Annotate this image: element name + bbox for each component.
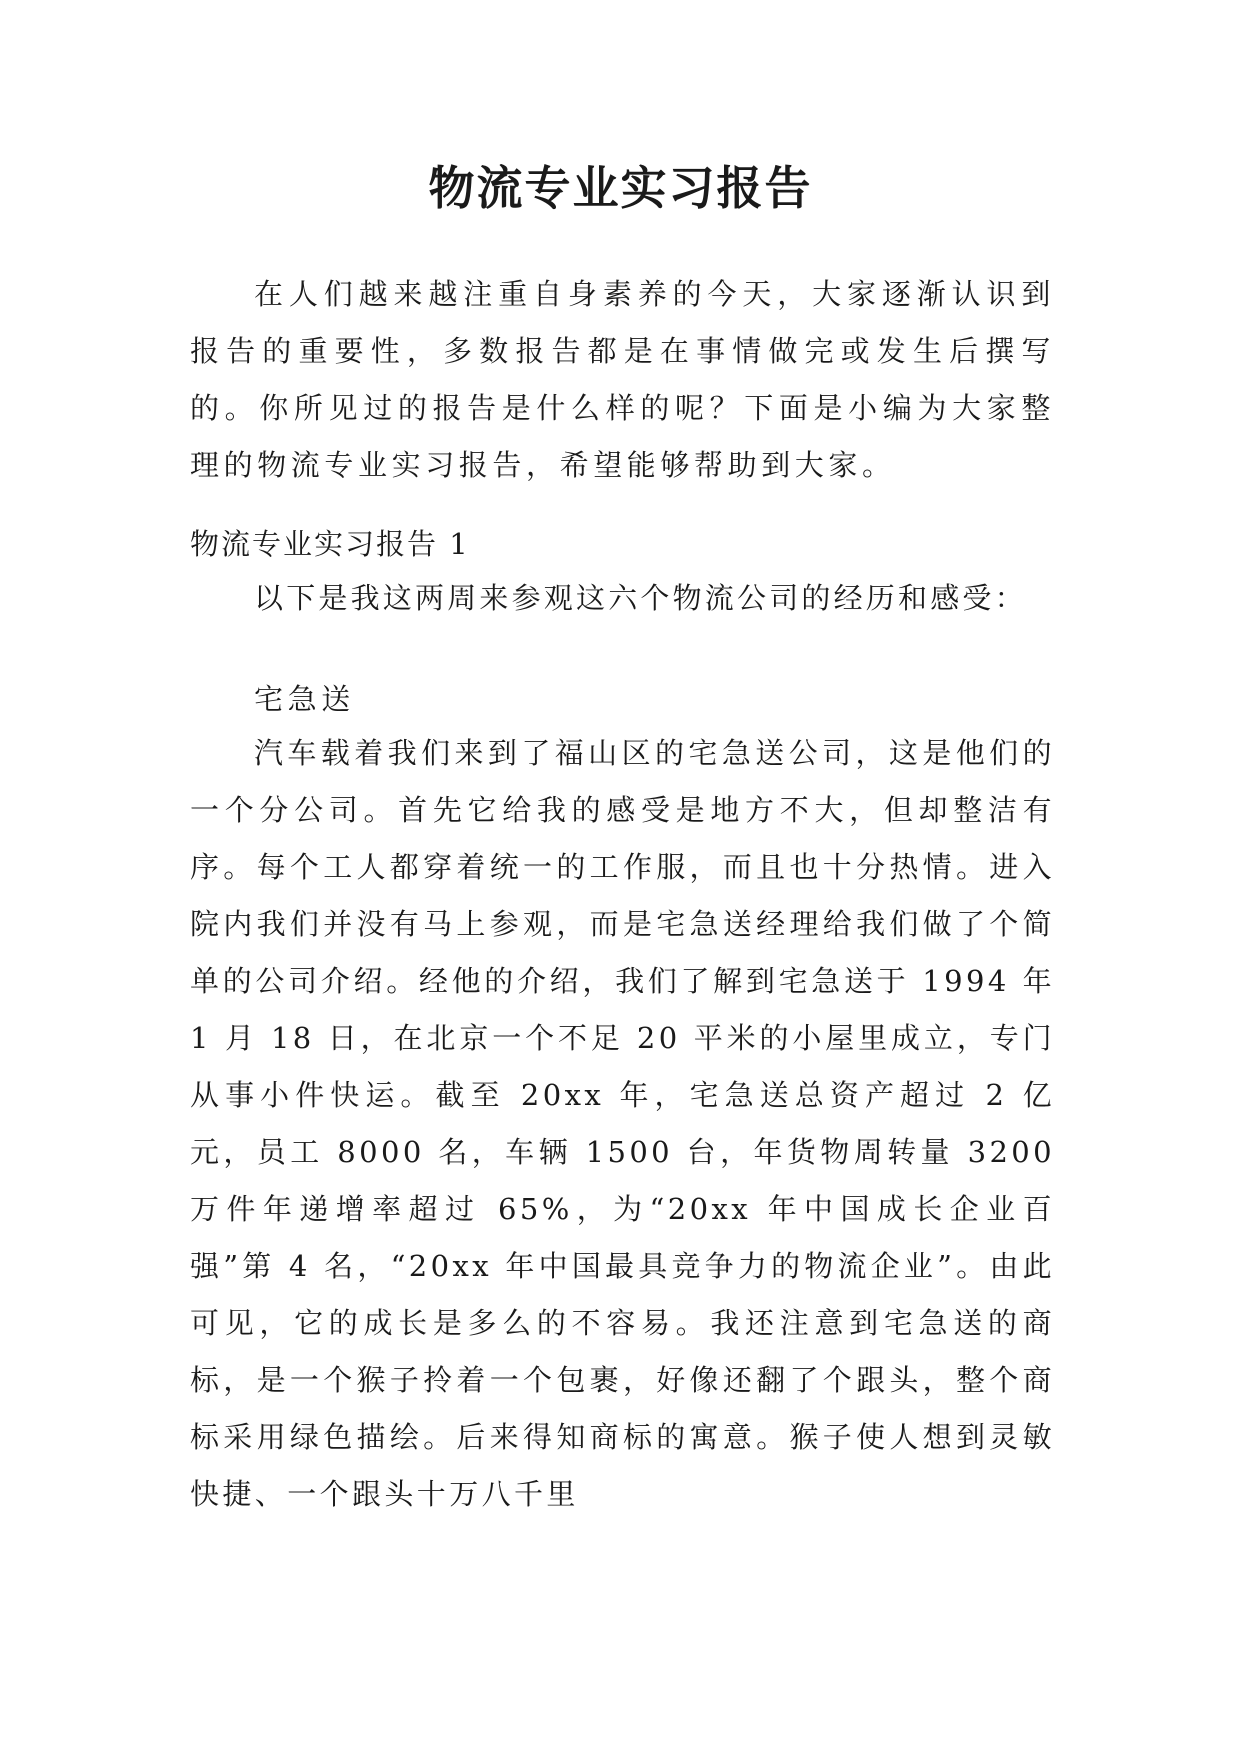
body-paragraph: 汽车载着我们来到了福山区的宅急送公司，这是他们的一个分公司。首先它给我的感受是地方不大，但却整洁有序。每个工人都穿着统一的工作服，而且也十分热情。进入院内我们并没有马上参观，而是宅急送经理给我们做了个简单的公司介绍。经他的介绍，我们了解到宅急送于 1994 年 1 月 18 日，在北京一个不足 20 平米的小屋里成立，专门从事小件快运。截至 20xx 年，宅急送总资产超过 2 亿元，员工 8000 名，车辆 1500 台，年货物周转量 3200 万件年递增率超过 65%，为“20xx 年中国成长企业百强”第 4 名，“20xx 年中国最具竞争力的物流企业”。由此可见，它的成长是多么的不容易。我还注意到宅急送的商标，是一个猴子拎着一个包裹，好像还翻了个跟头，整个商标采用绿色描绘。后来得知商标的寓意。猴子使人想到灵敏快捷、一个跟头十万八千里 bbox=[190, 736, 1055, 1511]
intro-paragraph: 在人们越来越注重自身素养的今天，大家逐渐认识到报告的重要性，多数报告都是在事情做完或发生后撰写的。你所见过的报告是什么样的呢？下面是小编为大家整理的物流专业实习报告，希望能够帮助到大家。 bbox=[190, 277, 1055, 482]
subheading: 宅急送 bbox=[254, 682, 355, 716]
lead-sentence: 以下是我这两周来参观这六个物流公司的经历和感受： bbox=[254, 581, 1027, 615]
document-title: 物流专业实习报告 bbox=[428, 161, 813, 215]
section-heading: 物流专业实习报告 1 bbox=[190, 527, 470, 561]
